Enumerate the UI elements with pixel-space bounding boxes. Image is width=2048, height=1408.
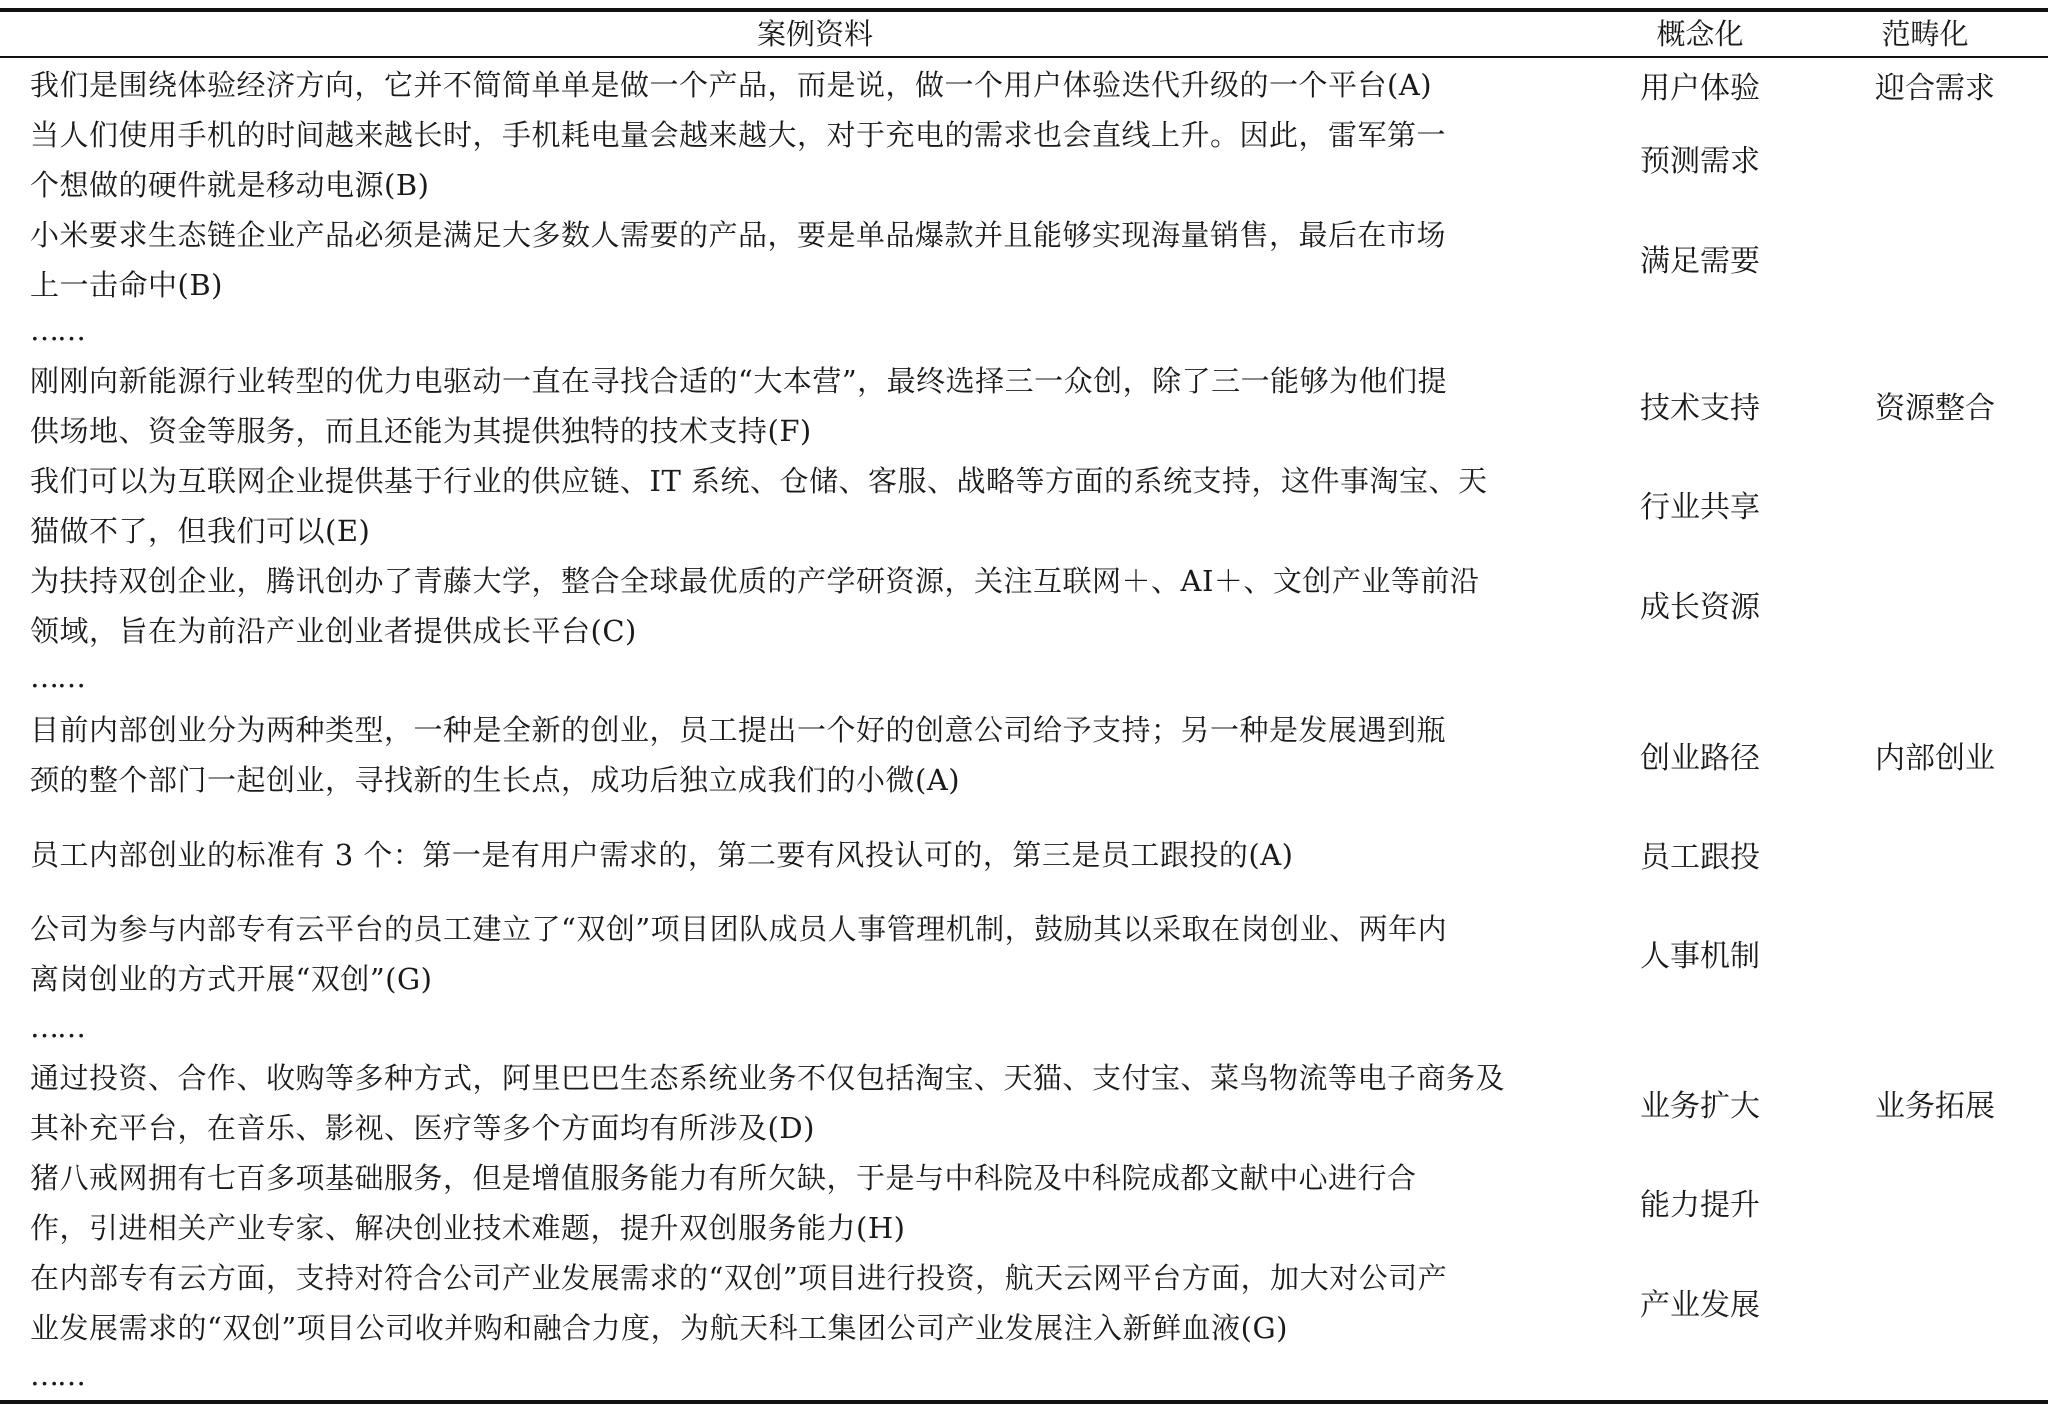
case-text-line: 领域，旨在为前沿产业创业者提供成长平台(C) [30, 614, 637, 648]
header-conceptualization: 概念化 [1656, 17, 1744, 51]
ellipsis: …… [30, 660, 84, 694]
concept-label: 成长资源 [1640, 590, 1760, 625]
category-label: 业务拓展 [1875, 1089, 1995, 1124]
case-text-line: 猪八戒网拥有七百多项基础服务，但是增值服务能力有所欠缺，于是与中科院及中科院成都文献中心进行合 [30, 1161, 1417, 1195]
category-label: 内部创业 [1875, 741, 1995, 776]
case-text-line: 刚刚向新能源行业转型的优力电驱动一直在寻找合适的“大本营”，最终选择三一众创，除了三一能够为他们提 [30, 364, 1448, 398]
concept-label: 员工跟投 [1640, 840, 1760, 875]
header-rule [0, 56, 2048, 58]
category-label: 资源整合 [1875, 391, 1995, 426]
case-text-line: 我们是围绕体验经济方向，它并不简简单单是做一个产品，而是说，做一个用户体验迭代升级的一个平台(A) [30, 68, 1433, 102]
case-text-line: 个想做的硬件就是移动电源(B) [30, 168, 430, 202]
case-text-line: 目前内部创业分为两种类型，一种是全新的创业，员工提出一个好的创意公司给予支持；另一种是发展遇到瓶 [30, 713, 1447, 747]
concept-label: 能力提升 [1640, 1188, 1760, 1223]
concept-label: 用户体验 [1640, 71, 1760, 106]
case-text-line: 颈的整个部门一起创业，寻找新的生长点，成功后独立成我们的小微(A) [30, 763, 961, 797]
category-label: 迎合需求 [1875, 71, 1995, 106]
case-text-line: 离岗创业的方式开展“双创”(G) [30, 962, 433, 996]
case-text-line: 供场地、资金等服务，而且还能为其提供独特的技术支持(F) [30, 414, 812, 448]
table-bottom-rule [0, 1400, 2048, 1404]
case-text-line: 其补充平台，在音乐、影视、医疗等多个方面均有所涉及(D) [30, 1111, 815, 1145]
ellipsis: …… [30, 313, 84, 347]
concept-label: 产业发展 [1640, 1288, 1760, 1323]
case-text-line: 我们可以为互联网企业提供基于行业的供应链、IT 系统、仓储、客服、战略等方面的系统支持，这件事淘宝、天 [30, 464, 1488, 498]
case-text-line: 通过投资、合作、收购等多种方式，阿里巴巴生态系统业务不仅包括淘宝、天猫、支付宝、菜鸟物流等电子商务及 [30, 1061, 1506, 1095]
case-text-line: 业发展需求的“双创”项目公司收并购和融合力度，为航天科工集团公司产业发展注入新鲜血液(G) [30, 1311, 1288, 1345]
concept-label: 行业共享 [1640, 490, 1760, 525]
case-text-line: 公司为参与内部专有云平台的员工建立了“双创”项目团队成员人事管理机制，鼓励其以采取在岗创业、两年内 [30, 912, 1448, 946]
header-case-material: 案例资料 [756, 17, 873, 51]
concept-label: 人事机制 [1640, 939, 1760, 974]
case-text-line: 猫做不了，但我们可以(E) [30, 514, 371, 548]
concept-label: 技术支持 [1640, 391, 1760, 426]
case-text-line: 在内部专有云方面，支持对符合公司产业发展需求的“双创”项目进行投资，航天云网平台方面，加大对公司产 [30, 1261, 1448, 1295]
case-text-line: 员工内部创业的标准有 3 个：第一是有用户需求的，第二要有风投认可的，第三是员工跟投的(A) [30, 838, 1294, 872]
ellipsis: …… [30, 1010, 84, 1044]
ellipsis: …… [30, 1358, 84, 1392]
case-text-line: 为扶持双创企业，腾讯创办了青藤大学，整合全球最优质的产学研资源，关注互联网＋、AI＋、文创产业等前沿 [30, 564, 1480, 598]
concept-label: 满足需要 [1640, 244, 1760, 279]
case-text-line: 小米要求生态链企业产品必须是满足大多数人需要的产品，要是单品爆款并且能够实现海量销售，最后在市场 [30, 218, 1447, 252]
concept-label: 业务扩大 [1640, 1089, 1760, 1124]
concept-label: 预测需求 [1640, 144, 1760, 179]
case-text-line: 作，引进相关产业专家、解决创业技术难题，提升双创服务能力(H) [30, 1211, 906, 1245]
case-text-line: 当人们使用手机的时间越来越长时，手机耗电量会越来越大，对于充电的需求也会直线上升。因此，雷军第一 [30, 118, 1447, 152]
concept-label: 创业路径 [1640, 741, 1760, 776]
header-categorization: 范畴化 [1881, 17, 1969, 51]
case-text-line: 上一击命中(B) [30, 268, 223, 302]
